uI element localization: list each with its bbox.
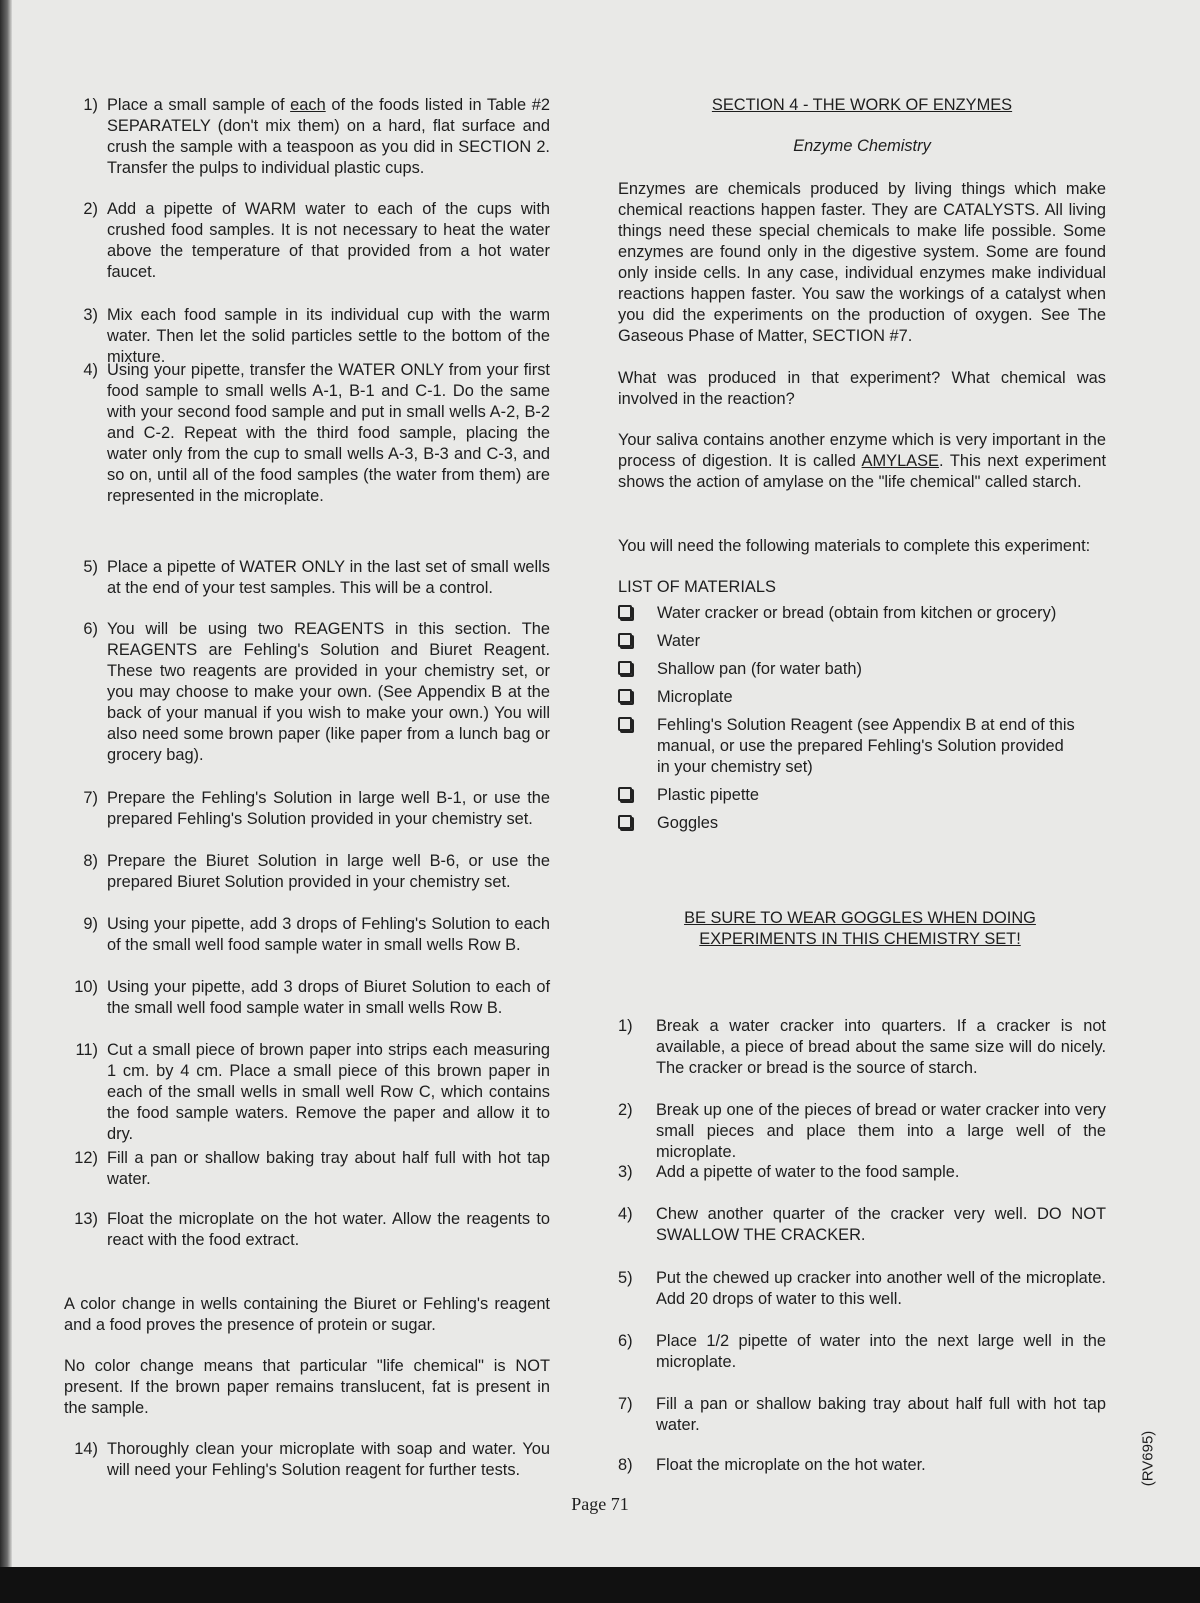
checkbox-icon (618, 787, 632, 801)
binding-shadow (0, 0, 12, 1603)
checkbox-icon (618, 633, 632, 647)
intro-paragraph: Enzymes are chemicals produced by living things which make chemical reactions happen faster. They are CATALYSTS. All living things need these special chemicals to make life possible. Some enzymes are found only in the digestive system. Some are found only inside cells. In any case, individual enzymes make individual reactions happen faster. You saw the workings of a catalyst when you did the experiments on the production of oxygen. See The Gaseous Phase of Matter, SECTION #7. (618, 180, 1106, 345)
material-item: Microplate (618, 687, 1106, 708)
materials-heading: LIST OF MATERIALS (618, 578, 776, 596)
left-step-6: 6) You will be using two REAGENTS in this section. The REAGENTS are Fehling's Solution and Biuret Reagent. These two reagents are provided in your chemistry set, or you may choose to make your own. (See Appendix B at the back of your manual if you wish to make your own.) You will also need some brown paper (like paper from a lunch bag or grocery bag). (83, 620, 550, 764)
left-step-4: 4) Using your pipette, transfer the WATER ONLY from your first food sample to small wells A-1, B-1 and C-1. Do the same with your second food sample and put in small wells A-2, B-2 and C-2. Repeat with the third food sample, placing the water only from the cup to small wells A-3, B-3 and C-3, and so on, until all of the food samples (the water from them) are represented in the microplate. (83, 361, 550, 505)
left-step-10: 10) Using your pipette, add 3 drops of Biuret Solution to each of the small well food sample water in small wells Row B. (74, 978, 550, 1017)
section-title: SECTION 4 - THE WORK OF ENZYMES (711, 96, 1013, 114)
left-step-3: 3) Mix each food sample in its individual cup with the warm water. Then let the solid particles settle to the bottom of the mixture. (83, 306, 550, 366)
left-step-1: 1) Place a small sample of each of the foods listed in Table #2 SEPARATELY (don't mix them) on a hard, flat surface and crush the sample with a teaspoon as you did in SECTION 2. Transfer the pulps to individual plastic cups. (83, 96, 550, 177)
right-step-1: 1) Break a water cracker into quarters. If a cracker is not available, a piece of bread about the same size will do nicely. The cracker or bread is the source of starch. (618, 1017, 1106, 1077)
document-code: (RV695) (1139, 1430, 1157, 1487)
right-step-4: 4) Chew another quarter of the cracker very well. DO NOT SWALLOW THE CRACKER. (618, 1205, 1106, 1244)
left-step-14: 14) Thoroughly clean your microplate with soap and water. You will need your Fehling's Solution reagent for further tests. (74, 1440, 550, 1479)
material-item: Goggles (618, 813, 1106, 834)
left-step-8: 8) Prepare the Biuret Solution in large well B-6, or use the prepared Biuret Solution provided in your chemistry set. (83, 852, 550, 891)
left-step-12: 12) Fill a pan or shallow baking tray about half full with hot tap water. (74, 1149, 550, 1188)
left-step-9: 9) Using your pipette, add 3 drops of Fehling's Solution to each of the small well food sample water in small wells Row B. (83, 915, 550, 954)
amylase-paragraph: Your saliva contains another enzyme which is very important in the process of digestion. It is called AMYLASE. This next experiment shows the action of amylase on the "life chemical" called starch. (618, 431, 1106, 491)
material-item: Shallow pan (for water bath) (618, 659, 1106, 680)
materials-list (618, 603, 1106, 834)
materials-intro: You will need the following materials to complete this experiment: (618, 537, 1091, 555)
scan-border (0, 1567, 1200, 1603)
material-item: Water cracker or bread (obtain from kitchen or grocery) (618, 603, 1106, 624)
right-step-7: 7) Fill a pan or shallow baking tray about half full with hot tap water. (618, 1395, 1106, 1434)
right-step-2: 2) Break up one of the pieces of bread or water cracker into very small pieces and place them into a large well of the microplate. (618, 1101, 1106, 1161)
checkbox-icon (618, 661, 632, 675)
section-subtitle: Enzyme Chemistry (793, 137, 931, 155)
no-color-change-paragraph: No color change means that particular "life chemical" is NOT present. If the brown paper remains translucent, fat is present in the sample. (64, 1357, 550, 1417)
right-step-6: 6) Place 1/2 pipette of water into the next large well in the microplate. (618, 1332, 1106, 1371)
checkbox-icon (618, 605, 632, 619)
checkbox-icon (618, 717, 632, 731)
left-step-13: 13) Float the microplate on the hot water. Allow the reagents to react with the food extract. (74, 1210, 550, 1249)
checkbox-icon (618, 815, 632, 829)
color-change-paragraph: A color change in wells containing the Biuret or Fehling's reagent and a food proves the presence of protein or sugar. (64, 1295, 550, 1334)
goggles-warning: BE SURE TO WEAR GOGGLES WHEN DOING EXPERIMENTS IN THIS CHEMISTRY SET! (684, 909, 1036, 948)
right-step-5: 5) Put the chewed up cracker into another well of the microplate. Add 20 drops of water to this well. (618, 1269, 1106, 1308)
material-item: Fehling's Solution Reagent (see Appendix B at end of this manual, or use the prepared Fehling's Solution provided in your chemistry set) (618, 715, 1106, 778)
material-item: Water (618, 631, 1106, 652)
right-step-8: 8) Float the microplate on the hot water. (618, 1456, 926, 1474)
left-step-5: 5) Place a pipette of WATER ONLY in the last set of small wells at the end of your test samples. This will be a control. (83, 558, 550, 597)
left-step-11: 11) Cut a small piece of brown paper into strips each measuring 1 cm. by 4 cm. Place a small piece of this brown paper in each of the small wells in small well Row C, which contains the food sample waters. Remove the paper and allow it to dry. (75, 1041, 550, 1143)
left-step-7: 7) Prepare the Fehling's Solution in large well B-1, or use the prepared Fehling's Solution provided in your chemistry set. (83, 789, 550, 828)
right-step-3: 3) Add a pipette of water to the food sample. (618, 1163, 960, 1181)
page-number: Page 71 (571, 1494, 629, 1514)
question-paragraph: What was produced in that experiment? What chemical was involved in the reaction? (618, 369, 1106, 408)
material-item: Plastic pipette (618, 785, 1106, 806)
left-step-2: 2) Add a pipette of WARM water to each of the cups with crushed food samples. It is not necessary to heat the water above the temperature of that provided from a hot water faucet. (83, 200, 550, 281)
checkbox-icon (618, 689, 632, 703)
